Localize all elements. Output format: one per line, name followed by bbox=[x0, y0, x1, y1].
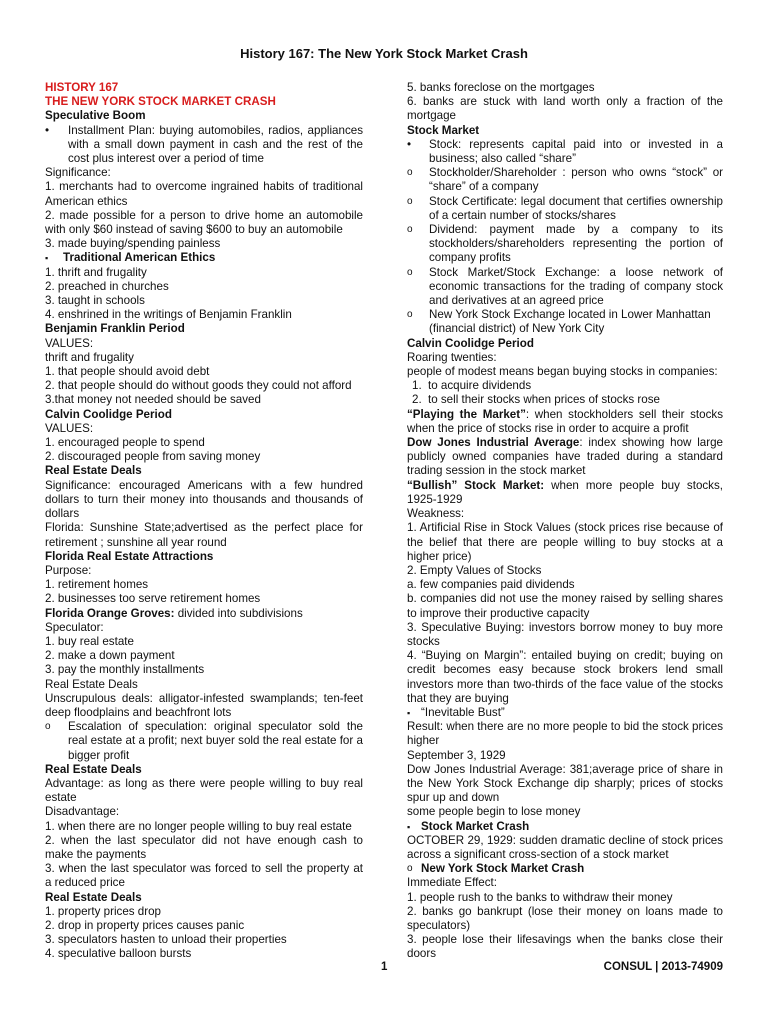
franklin-value-2: 2. that people should do without goods they could not afford bbox=[45, 379, 352, 393]
effect-item-1: 1. people rush to the banks to withdraw their money bbox=[407, 890, 673, 904]
label-roaring-twenties: Roaring twenties: bbox=[407, 350, 497, 364]
weakness-item-2a: a. few companies paid dividends bbox=[407, 578, 575, 592]
circle-bullet-icon: o bbox=[407, 309, 413, 321]
escalation-text: Escalation of speculation: original speculator sold the real estate at a profit; next buyer sold the real estate for a bigger profit bbox=[68, 720, 363, 762]
heading-nysm-crash bbox=[407, 862, 723, 876]
heading-real-estate-deals: Real Estate Deals bbox=[45, 890, 142, 904]
disadvantage-item-3: 3. when the last speculator was forced to sell the property at a reduced price bbox=[45, 862, 363, 890]
circle-bullet-icon: o bbox=[407, 863, 413, 875]
heading-speculative-boom: Speculative Boom bbox=[45, 109, 146, 123]
bullet-installment-plan bbox=[45, 124, 363, 167]
circle-bullet-icon: o bbox=[407, 167, 413, 179]
square-bullet-icon: ▪ bbox=[407, 821, 411, 832]
purpose-item-1: 1. retirement homes bbox=[45, 578, 149, 592]
numbered-item-2 bbox=[407, 393, 723, 407]
dow-jones-text: : index showing how large publicly owned companies have traded during a standard trading session in the stock market bbox=[407, 436, 723, 478]
square-bullet-icon: ▪ bbox=[407, 707, 411, 718]
ethics-item-4: 4. enshrined in the writings of Benjamin Franklin bbox=[45, 308, 292, 322]
effect-item-2: 2. banks go bankrupt (lose their money on loans made to speculators) bbox=[407, 904, 723, 932]
numbered-item-1 bbox=[407, 379, 723, 393]
heading-text: Traditional American Ethics bbox=[63, 251, 216, 265]
orange-groves-label: Florida Orange Groves: bbox=[45, 606, 175, 620]
disadvantage-item-1: 1. when there are no longer people willing to buy real estate bbox=[45, 819, 352, 833]
bullet-stock-definition bbox=[407, 138, 723, 166]
heading-stock-market-crash bbox=[407, 820, 723, 834]
text-dow-september: Dow Jones Industrial Average: 381;average price of share in the New York Stock Exchange dip sharply; prices of stocks spur up and down bbox=[407, 762, 723, 805]
heading-franklin-period: Benjamin Franklin Period bbox=[45, 322, 185, 336]
result-item-3: 3. speculators hasten to unload their properties bbox=[45, 933, 287, 947]
heading-florida-attractions: Florida Real Estate Attractions bbox=[45, 549, 214, 563]
text-orange-groves bbox=[45, 607, 363, 621]
square-item-inevitable-bust bbox=[407, 706, 723, 720]
result-item-2: 2. drop in property prices causes panic bbox=[45, 918, 245, 932]
heading-text: New York Stock Market Crash bbox=[421, 862, 585, 876]
stockholder-text: Stockholder/Shareholder : person who owns “stock” or “share” of a company bbox=[429, 166, 723, 194]
ethics-item-2: 2. preached in churches bbox=[45, 279, 169, 293]
nyse-text: New York Stock Exchange located in Lower Manhattan (financial district) of New York City bbox=[429, 308, 711, 336]
circle-item-nyse bbox=[407, 308, 723, 336]
speculator-step-1: 1. buy real estate bbox=[45, 634, 134, 648]
page-header bbox=[0, 46, 768, 61]
circle-bullet-icon: o bbox=[407, 195, 413, 207]
ethics-item-1: 1. thrift and frugality bbox=[45, 265, 147, 279]
text-advantage: Advantage: as long as there were people willing to buy real estate bbox=[45, 776, 363, 805]
text-september-date: September 3, 1929 bbox=[407, 748, 506, 762]
disadvantage-item-2: 2. when the last speculator did not have enough cash to make the payments bbox=[45, 833, 363, 861]
page-footer bbox=[0, 961, 768, 977]
label-values: VALUES: bbox=[45, 336, 94, 350]
inevitable-bust-text: “Inevitable Bust” bbox=[421, 705, 505, 719]
text-florida: Florida: Sunshine State;advertised as the perfect place for retirement ; sunshine all year round bbox=[45, 521, 363, 549]
franklin-value-3: 3.that money not needed should be saved bbox=[45, 393, 261, 407]
bullish-label: “Bullish” Stock Market: bbox=[407, 478, 545, 492]
circle-item-stockholder bbox=[407, 166, 723, 194]
heading-text: Stock Market Crash bbox=[421, 819, 530, 833]
text-modest-means: people of modest means began buying stocks in companies: bbox=[407, 365, 718, 379]
ethics-item-3: 3. taught in schools bbox=[45, 294, 145, 308]
foreclosure-item-5: 5. banks foreclose on the mortgages bbox=[407, 81, 595, 94]
orange-groves-text: divided into subdivisions bbox=[174, 606, 303, 620]
purpose-item-2: 2. businesses too serve retirement homes bbox=[45, 592, 261, 606]
label-weakness: Weakness: bbox=[407, 507, 465, 521]
label-real-estate-deals: Real Estate Deals bbox=[45, 677, 138, 691]
text-dow-jones bbox=[407, 436, 723, 479]
weakness-item-2b: b. companies did not use the money raised by selling shares to improve their productive capacity bbox=[407, 592, 723, 620]
speculator-step-2: 2. make a down payment bbox=[45, 649, 175, 663]
weakness-item-4: 4. “Buying on Margin”: entailed buying on credit; buying on credit becomes easy because stock brokers lend small investors more than two-thirds of the face value of the stocks that they are buying bbox=[407, 649, 723, 705]
doc-title-course: HISTORY 167 bbox=[45, 81, 119, 94]
coolidge-value-2: 2. discouraged people from saving money bbox=[45, 450, 261, 464]
circle-item-exchange bbox=[407, 266, 723, 309]
franklin-value-1: 1. that people should avoid debt bbox=[45, 365, 210, 379]
heading-stock-market: Stock Market bbox=[407, 123, 480, 137]
significance-item-3: 3. made buying/spending painless bbox=[45, 237, 221, 251]
heading-traditional-ethics bbox=[45, 251, 363, 265]
dividend-text: Dividend: payment made by a company to its stockholders/shareholders representing the portion of company profits bbox=[429, 223, 723, 265]
label-purpose: Purpose: bbox=[45, 563, 92, 577]
heading-real-estate-deals: Real Estate Deals bbox=[45, 464, 142, 478]
page-number: 1 bbox=[381, 961, 388, 973]
weakness-item-3: 3. Speculative Buying: investors borrow money to buy more stocks bbox=[407, 620, 723, 648]
text-result: Result: when there are no more people to bid the stock prices higher bbox=[407, 720, 723, 748]
heading-coolidge-period: Calvin Coolidge Period bbox=[45, 407, 172, 421]
numbered-item-text: to sell their stocks when prices of stocks rose bbox=[428, 393, 660, 407]
weakness-item-1: 1. Artificial Rise in Stock Values (stock prices rise because of the belief that there are people willing to buy stocks at a higher price) bbox=[407, 521, 723, 563]
square-bullet-icon: ▪ bbox=[45, 253, 49, 264]
playing-market-label: “Playing the Market” bbox=[407, 407, 526, 421]
exchange-text: Stock Market/Stock Exchange: a loose network of economic transactions for the trading of company stock and derivatives at an agreed price bbox=[429, 265, 723, 308]
bullet-marker: • bbox=[407, 137, 412, 151]
significance-item-1: 1. merchants had to overcome ingrained habits of traditional American ethics bbox=[45, 180, 363, 208]
result-item-1: 1. property prices drop bbox=[45, 904, 161, 918]
text-bullish-market bbox=[407, 479, 723, 507]
text-unscrupulous-deals: Unscrupulous deals: alligator-infested swamplands; ten-feet deep floodplains and beachfront lots bbox=[45, 691, 363, 719]
text-lose-money: some people begin to lose money bbox=[407, 805, 581, 819]
speculator-step-3: 3. pay the monthly installments bbox=[45, 663, 205, 677]
dow-jones-label: Dow Jones Industrial Average bbox=[407, 436, 580, 450]
number-marker: 1. bbox=[412, 379, 422, 393]
circle-bullet-icon: o bbox=[407, 224, 413, 236]
playing-market-text: : when stockholders sell their stocks when the price of stocks rise in order to acquire a profit bbox=[407, 407, 723, 435]
foreclosure-item-6: 6. banks are stuck with land worth only a fraction of the mortgage bbox=[407, 95, 723, 123]
left-column bbox=[45, 81, 363, 962]
bullet-text: Stock: represents capital paid into or invested in a business; also called “share” bbox=[429, 137, 723, 166]
label-speculator: Speculator: bbox=[45, 620, 104, 634]
page-header-title: History 167: The New York Stock Market Crash bbox=[240, 46, 528, 61]
label-immediate-effect: Immediate Effect: bbox=[407, 876, 497, 890]
result-item-4: 4. speculative balloon bursts bbox=[45, 947, 192, 961]
circle-item-dividend bbox=[407, 223, 723, 266]
significance-item-2: 2. made possible for a person to drive home an automobile with only $60 instead of saving $600 to buy an automobile bbox=[45, 208, 363, 237]
doc-title-topic: THE NEW YORK STOCK MARKET CRASH bbox=[45, 95, 276, 109]
bullish-text: when more people buy stocks, 1925-1929 bbox=[407, 478, 723, 506]
bullet-marker: • bbox=[45, 123, 50, 137]
footer-note: CONSUL | 2013-74909 bbox=[603, 961, 723, 973]
weakness-item-2: 2. Empty Values of Stocks bbox=[407, 563, 542, 577]
real-estate-significance: Significance: encouraged Americans with a few hundred dollars to turn their money into thousands and thousands of dollars bbox=[45, 478, 363, 521]
text-thrift: thrift and frugality bbox=[45, 350, 134, 364]
heading-coolidge-period: Calvin Coolidge Period bbox=[407, 336, 534, 350]
circle-bullet-icon: o bbox=[45, 721, 51, 733]
certificate-text: Stock Certificate: legal document that certifies ownership of a certain number of stocks/shares bbox=[429, 194, 723, 222]
number-marker: 2. bbox=[412, 393, 422, 407]
bullet-text: Installment Plan: buying automobiles, radios, appliances with a small down payment in cash and the rest of the cost plus interest over a period of time bbox=[68, 123, 363, 166]
label-values: VALUES: bbox=[45, 421, 94, 435]
text-playing-market bbox=[407, 408, 723, 436]
coolidge-value-1: 1. encouraged people to spend bbox=[45, 436, 205, 450]
circle-bullet-icon: o bbox=[407, 266, 413, 278]
numbered-item-text: to acquire dividends bbox=[428, 379, 532, 393]
right-column bbox=[407, 81, 723, 962]
circle-item-certificate bbox=[407, 195, 723, 223]
effect-item-3: 3. people lose their lifesavings when the banks close their doors bbox=[407, 933, 723, 961]
text-october-crash: OCTOBER 29, 1929: sudden dramatic decline of stock prices across a significant cross-section of a stock market bbox=[407, 833, 723, 861]
label-disadvantage: Disadvantage: bbox=[45, 805, 120, 819]
heading-real-estate-deals: Real Estate Deals bbox=[45, 762, 142, 776]
circle-item-escalation bbox=[45, 720, 363, 763]
label-significance: Significance: bbox=[45, 166, 111, 180]
